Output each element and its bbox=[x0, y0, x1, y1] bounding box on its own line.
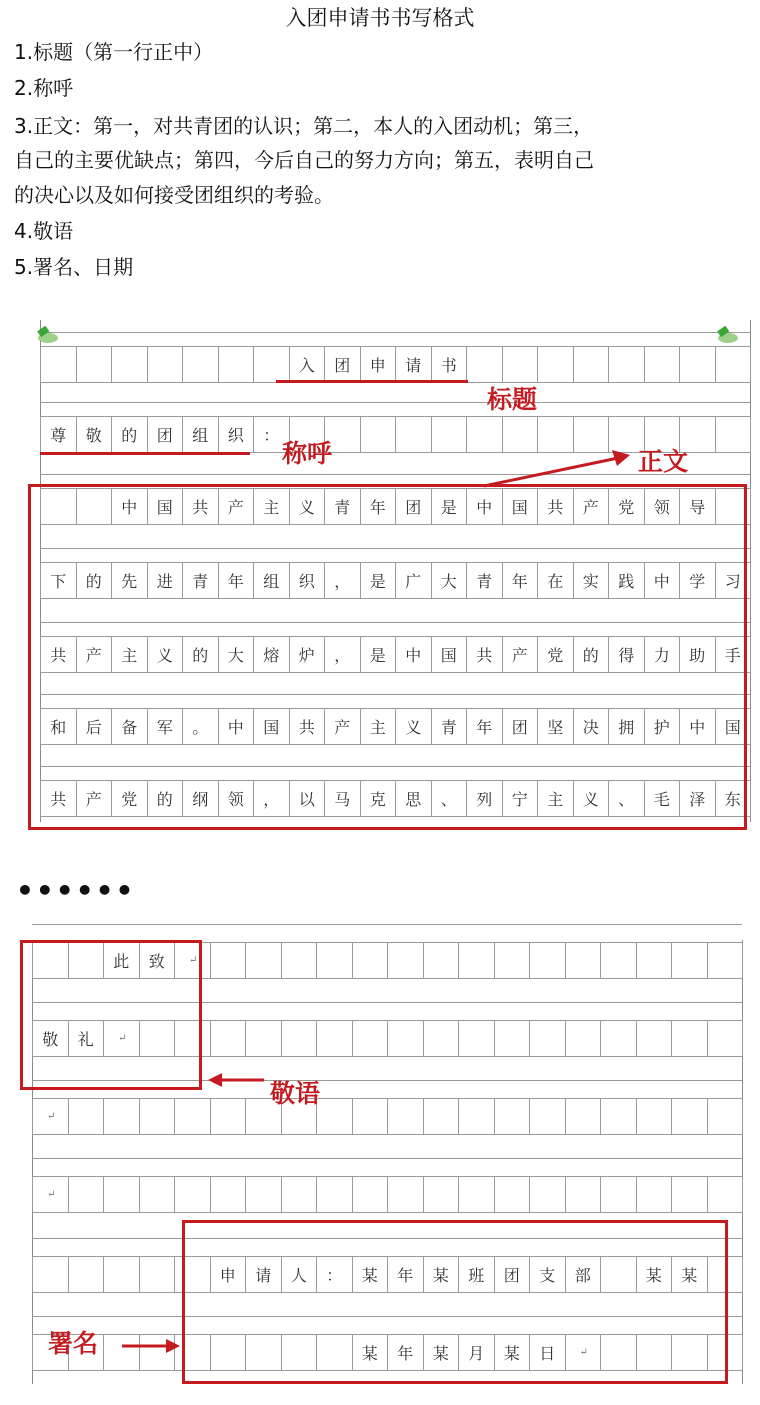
grid-cell bbox=[494, 1176, 531, 1213]
grid-cell: 某 bbox=[423, 1256, 460, 1293]
grid-cell: 手 bbox=[715, 636, 752, 673]
grid-cell bbox=[210, 1020, 247, 1057]
grid-cell bbox=[139, 1098, 176, 1135]
grid-cell bbox=[636, 1176, 673, 1213]
grid-cell: 中 bbox=[395, 636, 432, 673]
grid-cell bbox=[458, 942, 495, 979]
grid-cell bbox=[387, 1020, 424, 1057]
grid-cell: 的 bbox=[111, 416, 148, 453]
grid-cell: 敬 bbox=[32, 1020, 69, 1057]
grid-cell bbox=[352, 1020, 389, 1057]
grid-cell bbox=[707, 1020, 744, 1057]
grid-cell bbox=[68, 1176, 105, 1213]
grid-cell: 党 bbox=[537, 636, 574, 673]
grid-cell bbox=[671, 942, 708, 979]
grid-cell: 年 bbox=[502, 562, 539, 599]
grid-cell: 此 bbox=[103, 942, 140, 979]
grid-cell bbox=[387, 1098, 424, 1135]
grid-cell bbox=[423, 942, 460, 979]
grid-cell: 党 bbox=[608, 488, 645, 525]
grid-cell: 团 bbox=[147, 416, 184, 453]
sheet-row-separator bbox=[32, 924, 742, 925]
grid-cell: 国 bbox=[253, 708, 290, 745]
grid-cell: 某 bbox=[494, 1334, 531, 1371]
grid-cell bbox=[423, 1176, 460, 1213]
rule-line: 5.署名、日期 bbox=[14, 255, 134, 279]
grid-cell: 某 bbox=[636, 1256, 673, 1293]
grid-cell bbox=[529, 1098, 566, 1135]
grid-cell: ： bbox=[253, 416, 290, 453]
grid-cell bbox=[316, 942, 353, 979]
grid-cell bbox=[316, 1098, 353, 1135]
grid-cell: 产 bbox=[218, 488, 255, 525]
grid-cell bbox=[245, 942, 282, 979]
grid-cell: 是 bbox=[431, 488, 468, 525]
grid-cell: 织 bbox=[218, 416, 255, 453]
grid-cell: 某 bbox=[423, 1334, 460, 1371]
grid-cell bbox=[565, 1020, 602, 1057]
grid-cell: 中 bbox=[111, 488, 148, 525]
grid-cell: 国 bbox=[431, 636, 468, 673]
grid-cell: 力 bbox=[644, 636, 681, 673]
grid-cell: ： bbox=[316, 1256, 353, 1293]
grid-cell: 的 bbox=[147, 780, 184, 817]
grid-cell: 请 bbox=[245, 1256, 282, 1293]
paragraph-mark-icon: ↵ bbox=[118, 1032, 127, 1044]
grid-cell: 大 bbox=[218, 636, 255, 673]
sheet-margin-line bbox=[742, 940, 743, 1384]
grid-cell bbox=[671, 1020, 708, 1057]
grid-cell: 习 bbox=[715, 562, 752, 599]
grid-cell bbox=[103, 1098, 140, 1135]
grid-cell bbox=[352, 1176, 389, 1213]
grid-cell: 日 bbox=[529, 1334, 566, 1371]
grid-cell: 拥 bbox=[608, 708, 645, 745]
grid-cell: 团 bbox=[502, 708, 539, 745]
grid-cell: 某 bbox=[671, 1256, 708, 1293]
grid-cell: 共 bbox=[40, 780, 77, 817]
grid-cell: 以 bbox=[289, 780, 326, 817]
label-closing: 敬语 bbox=[270, 1079, 321, 1108]
grid-cell bbox=[458, 1176, 495, 1213]
grid-cell: 义 bbox=[395, 708, 432, 745]
grid-cell bbox=[281, 1176, 318, 1213]
grid-cell: 青 bbox=[466, 562, 503, 599]
grid-cell bbox=[68, 1256, 105, 1293]
grid-cell bbox=[707, 1098, 744, 1135]
grid-cell bbox=[636, 1098, 673, 1135]
grid-cell: 纲 bbox=[182, 780, 219, 817]
grid-cell: 、 bbox=[431, 780, 468, 817]
grid-cell: 国 bbox=[715, 708, 752, 745]
grid-cell bbox=[103, 1176, 140, 1213]
grid-cell: 年 bbox=[360, 488, 397, 525]
grid-cell bbox=[565, 1176, 602, 1213]
grid-cell: 军 bbox=[147, 708, 184, 745]
grid-cell bbox=[68, 1098, 105, 1135]
grid-cell bbox=[387, 942, 424, 979]
grid-cell: 申 bbox=[210, 1256, 247, 1293]
ellipsis: •••••• bbox=[16, 874, 136, 907]
body-highlight-box bbox=[28, 484, 747, 830]
grid-cell: 年 bbox=[466, 708, 503, 745]
grid-cell bbox=[103, 1256, 140, 1293]
paragraph-mark-icon: ↵ bbox=[47, 1188, 56, 1200]
grid-cell bbox=[352, 1098, 389, 1135]
grid-cell bbox=[707, 942, 744, 979]
grid-cell: 国 bbox=[147, 488, 184, 525]
rule-line: 1.标题（第一行正中） bbox=[14, 40, 214, 64]
grid-cell bbox=[671, 1098, 708, 1135]
closing-highlight-box bbox=[20, 940, 202, 1090]
grid-cell: 书 bbox=[431, 346, 468, 383]
grid-cell: 大 bbox=[431, 562, 468, 599]
grid-cell: 入 bbox=[289, 346, 326, 383]
grid-cell bbox=[600, 1176, 637, 1213]
grid-cell: 泽 bbox=[679, 780, 716, 817]
rule-line: 的决心以及如何接受团组织的考验。 bbox=[14, 183, 334, 207]
grid-cell: 和 bbox=[40, 708, 77, 745]
grid-cell: 组 bbox=[182, 416, 219, 453]
body-arrow-icon bbox=[480, 446, 640, 490]
grid-cell bbox=[600, 942, 637, 979]
grid-cell bbox=[600, 1020, 637, 1057]
grid-cell: 青 bbox=[324, 488, 361, 525]
grid-cell: 主 bbox=[111, 636, 148, 673]
grid-cell: 团 bbox=[324, 346, 361, 383]
paragraph-mark-icon: ↵ bbox=[189, 954, 198, 966]
grid-cell: 共 bbox=[289, 708, 326, 745]
grid-cell bbox=[174, 1176, 211, 1213]
grid-cell bbox=[529, 942, 566, 979]
label-body: 正文 bbox=[638, 447, 689, 476]
grid-cell: 申 bbox=[360, 346, 397, 383]
grid-cell: 义 bbox=[289, 488, 326, 525]
grid-cell bbox=[316, 1176, 353, 1213]
grid-cell: 国 bbox=[502, 488, 539, 525]
grid-cell: 产 bbox=[76, 636, 113, 673]
page-title: 入团申请书书写格式 bbox=[285, 6, 475, 30]
grid-cell: 领 bbox=[644, 488, 681, 525]
grid-cell bbox=[423, 1098, 460, 1135]
rule-line: 2.称呼 bbox=[14, 76, 74, 100]
grid-cell: 青 bbox=[431, 708, 468, 745]
grid-cell bbox=[139, 1176, 176, 1213]
grid-cell: 主 bbox=[253, 488, 290, 525]
pin-left-icon bbox=[32, 326, 58, 344]
grid-cell: 共 bbox=[537, 488, 574, 525]
grid-cell: 组 bbox=[253, 562, 290, 599]
grid-cell: 请 bbox=[395, 346, 432, 383]
grid-cell: ， bbox=[324, 562, 361, 599]
grid-cell: 某 bbox=[352, 1334, 389, 1371]
grid-cell: 导 bbox=[679, 488, 716, 525]
grid-cell bbox=[245, 1176, 282, 1213]
grid-cell: 坚 bbox=[537, 708, 574, 745]
signature-arrow-icon bbox=[120, 1336, 182, 1356]
grid-cell: 马 bbox=[324, 780, 361, 817]
grid-cell bbox=[32, 1176, 69, 1213]
grid-cell bbox=[458, 1020, 495, 1057]
grid-cell: 织 bbox=[289, 562, 326, 599]
grid-cell: 后 bbox=[76, 708, 113, 745]
grid-cell: 决 bbox=[573, 708, 610, 745]
grid-cell: 下 bbox=[40, 562, 77, 599]
closing-arrow-icon bbox=[206, 1070, 266, 1090]
grid-cell: 青 bbox=[182, 562, 219, 599]
grid-cell: 进 bbox=[147, 562, 184, 599]
grid-cell: 月 bbox=[458, 1334, 495, 1371]
grid-cell bbox=[494, 1020, 531, 1057]
grid-cell: 思 bbox=[395, 780, 432, 817]
grid-cell: 备 bbox=[111, 708, 148, 745]
grid-cell: 宁 bbox=[502, 780, 539, 817]
grid-cell: 助 bbox=[679, 636, 716, 673]
grid-cell: 克 bbox=[360, 780, 397, 817]
grid-cell: 护 bbox=[644, 708, 681, 745]
grid-cell: 实 bbox=[573, 562, 610, 599]
grid-cell: 得 bbox=[608, 636, 645, 673]
grid-cell: 东 bbox=[715, 780, 752, 817]
grid-cell: 产 bbox=[573, 488, 610, 525]
grid-cell: 年 bbox=[218, 562, 255, 599]
grid-cell: 是 bbox=[360, 562, 397, 599]
grid-cell: 中 bbox=[218, 708, 255, 745]
paragraph-mark-icon: ↵ bbox=[579, 1346, 588, 1358]
label-signature: 署名 bbox=[48, 1329, 99, 1358]
grid-cell bbox=[600, 1098, 637, 1135]
rule-line: 自己的主要优缺点；第四，今后自己的努力方向；第五，表明自己 bbox=[14, 148, 594, 172]
rule-line: 3.正文：第一，对共青团的认识；第二，本人的入团动机；第三， bbox=[14, 114, 594, 138]
grid-cell: 的 bbox=[182, 636, 219, 673]
grid-cell: 炉 bbox=[289, 636, 326, 673]
grid-cell bbox=[423, 1020, 460, 1057]
grid-cell bbox=[565, 1098, 602, 1135]
grid-cell: 是 bbox=[360, 636, 397, 673]
grid-cell: 列 bbox=[466, 780, 503, 817]
grid-cell bbox=[316, 1020, 353, 1057]
grid-cell: 年 bbox=[387, 1256, 424, 1293]
grid-cell: 毛 bbox=[644, 780, 681, 817]
grid-cell bbox=[281, 942, 318, 979]
grid-cell: 的 bbox=[76, 562, 113, 599]
grid-cell: ， bbox=[253, 780, 290, 817]
grid-cell: ， bbox=[324, 636, 361, 673]
grid-cell: 党 bbox=[111, 780, 148, 817]
grid-cell: 团 bbox=[395, 488, 432, 525]
grid-cell bbox=[32, 1256, 69, 1293]
grid-cell bbox=[210, 1098, 247, 1135]
grid-cell bbox=[139, 1256, 176, 1293]
grid-cell bbox=[458, 1098, 495, 1135]
salutation-underline bbox=[40, 452, 250, 455]
grid-cell bbox=[494, 1098, 531, 1135]
title-underline bbox=[276, 380, 468, 383]
grid-cell: 尊 bbox=[40, 416, 77, 453]
grid-cell: 年 bbox=[387, 1334, 424, 1371]
signature-highlight-box bbox=[182, 1220, 728, 1384]
grid-cell: 某 bbox=[352, 1256, 389, 1293]
grid-cell bbox=[671, 1176, 708, 1213]
grid-cell: 共 bbox=[40, 636, 77, 673]
grid-cell: 产 bbox=[502, 636, 539, 673]
grid-cell: 团 bbox=[494, 1256, 531, 1293]
grid-cell: 敬 bbox=[76, 416, 113, 453]
grid-cell bbox=[707, 1176, 744, 1213]
rule-line: 4.敬语 bbox=[14, 219, 74, 243]
grid-cell: 支 bbox=[529, 1256, 566, 1293]
grid-cell: 。 bbox=[182, 708, 219, 745]
grid-cell: 践 bbox=[608, 562, 645, 599]
sheet-row-separator bbox=[32, 1158, 742, 1159]
grid-cell: 中 bbox=[644, 562, 681, 599]
grid-cell: 广 bbox=[395, 562, 432, 599]
grid-cell bbox=[352, 942, 389, 979]
grid-cell bbox=[636, 942, 673, 979]
grid-cell: 产 bbox=[324, 708, 361, 745]
grid-cell: 义 bbox=[147, 636, 184, 673]
grid-cell bbox=[245, 1020, 282, 1057]
grid-cell: 学 bbox=[679, 562, 716, 599]
grid-cell bbox=[565, 942, 602, 979]
grid-cell: 、 bbox=[608, 780, 645, 817]
grid-cell: 主 bbox=[537, 780, 574, 817]
grid-cell: 致 bbox=[139, 942, 176, 979]
grid-cell: 在 bbox=[537, 562, 574, 599]
grid-cell bbox=[529, 1020, 566, 1057]
grid-cell: 中 bbox=[679, 708, 716, 745]
label-salutation: 称呼 bbox=[282, 439, 333, 468]
grid-cell: 班 bbox=[458, 1256, 495, 1293]
grid-cell bbox=[529, 1176, 566, 1213]
grid-cell bbox=[636, 1020, 673, 1057]
grid-cell: 人 bbox=[281, 1256, 318, 1293]
grid-cell: 礼 bbox=[68, 1020, 105, 1057]
grid-cell bbox=[387, 1176, 424, 1213]
grid-cell: 的 bbox=[573, 636, 610, 673]
grid-cell: 先 bbox=[111, 562, 148, 599]
pin-right-icon bbox=[712, 326, 738, 344]
grid-cell: 熔 bbox=[253, 636, 290, 673]
grid-cell bbox=[210, 1176, 247, 1213]
grid-cell bbox=[281, 1020, 318, 1057]
grid-cell bbox=[32, 1098, 69, 1135]
grid-cell: 产 bbox=[76, 780, 113, 817]
grid-cell: 部 bbox=[565, 1256, 602, 1293]
grid-cell: 共 bbox=[466, 636, 503, 673]
paragraph-mark-icon: ↵ bbox=[47, 1110, 56, 1122]
grid-cell bbox=[210, 942, 247, 979]
grid-cell: 义 bbox=[573, 780, 610, 817]
grid-cell bbox=[174, 1098, 211, 1135]
grid-cell: 领 bbox=[218, 780, 255, 817]
grid-cell: 中 bbox=[466, 488, 503, 525]
grid-cell bbox=[494, 942, 531, 979]
grid-cell: 主 bbox=[360, 708, 397, 745]
grid-cell: 共 bbox=[182, 488, 219, 525]
label-title: 标题 bbox=[487, 385, 538, 414]
